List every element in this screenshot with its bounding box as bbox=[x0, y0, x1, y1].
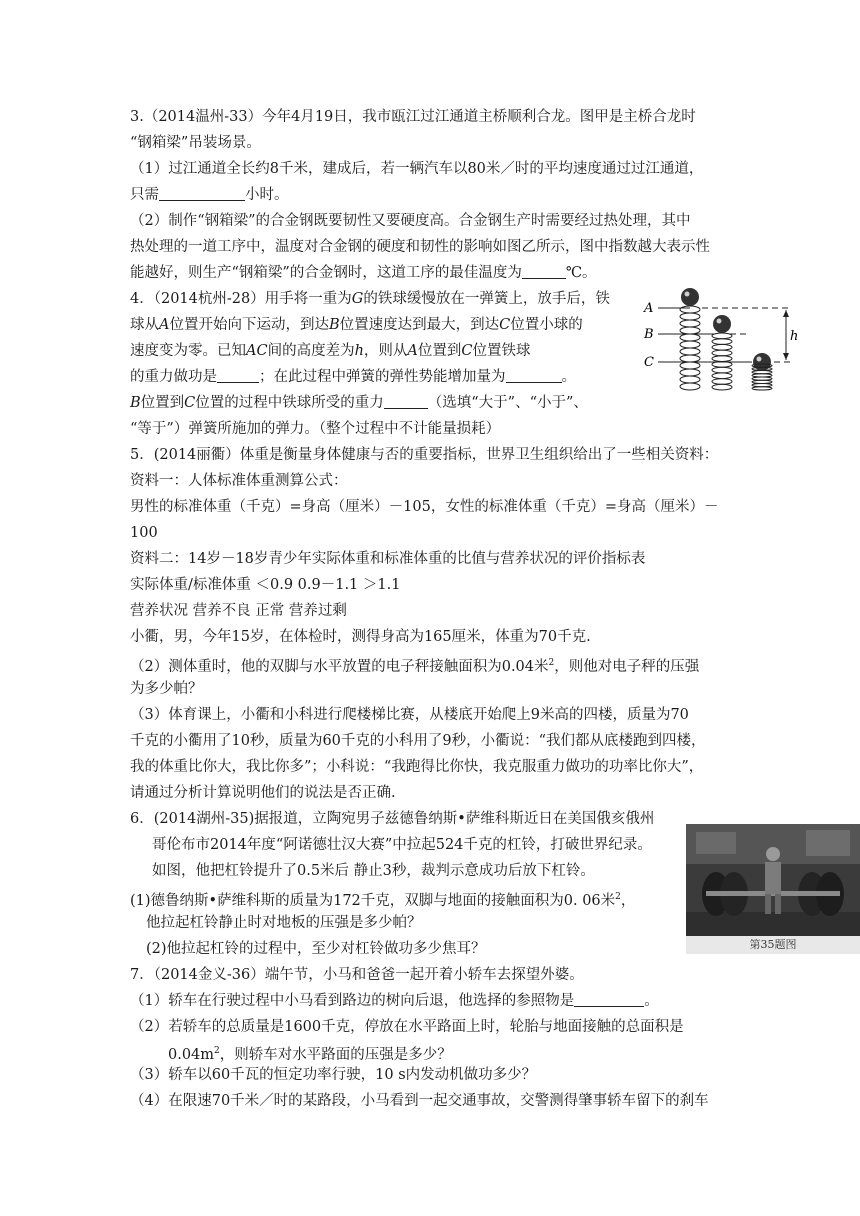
photo-caption: 第35题图 bbox=[686, 936, 860, 954]
q4-var: C bbox=[461, 343, 473, 359]
q4-text: 位置速度达到最大，到达 bbox=[339, 317, 500, 333]
q6-text: ， bbox=[620, 892, 636, 909]
q7-text: 。 bbox=[644, 993, 659, 1009]
q5-line-10: 为多少帕？ bbox=[130, 681, 203, 697]
q4-text: 间的高度差为 bbox=[267, 343, 355, 359]
q5-line-8: 小衢，男，今年15岁，在体检时，测得身高为165厘米，体重为70千克. bbox=[130, 629, 591, 645]
q5-line-2: 资料一：人体标准体重测算公式： bbox=[130, 473, 348, 489]
q4-text: 的铁球缓慢放在一弹簧上，放手后，铁 bbox=[363, 291, 610, 307]
spring-coil bbox=[712, 367, 732, 373]
q4-text: 的重力做功是 bbox=[130, 369, 217, 385]
q4-text: 。 bbox=[561, 369, 576, 385]
q4-line-5 bbox=[130, 392, 588, 414]
q3-line-2: “钢箱梁”吊装场景。 bbox=[130, 135, 261, 151]
q4-text: 位置铁球 bbox=[472, 343, 531, 359]
q3-text: 能越好，则生产“钢箱梁”的合金钢时，这道工序的最佳温度为 bbox=[130, 265, 522, 281]
q4-text: 位置开始向下运动，到达 bbox=[169, 317, 329, 333]
answer-blank[interactable] bbox=[506, 366, 562, 383]
answer-blank[interactable] bbox=[522, 262, 566, 279]
spring-coil bbox=[712, 379, 732, 385]
q4-text: ，则从 bbox=[363, 343, 408, 359]
spring-coil bbox=[680, 327, 700, 334]
spring-coil bbox=[680, 341, 700, 348]
spring-coil bbox=[712, 384, 732, 390]
q4-line-2 bbox=[130, 314, 583, 336]
q4-var: C bbox=[499, 317, 511, 333]
ball-at-c bbox=[753, 353, 771, 371]
ball-at-a bbox=[681, 288, 699, 306]
spring-coil bbox=[712, 333, 732, 339]
q4-var: B bbox=[328, 317, 340, 333]
q6-line-6: (2)他拉起杠铃的过程中，至少对杠铃做功多少焦耳？ bbox=[146, 941, 486, 957]
q3-line-5: （2）制作“钢箱梁”的合金钢既要韧性又要硬度高。合金钢生产时需要经过热处理，其中 bbox=[130, 213, 691, 229]
q7-line-4 bbox=[168, 1040, 452, 1066]
weightlifter-photo bbox=[686, 824, 860, 954]
q5-line-1: 5．(2014丽衢）体重是衡量身体健康与否的重要指标，世界卫生组织给出了一些相关资料： bbox=[130, 447, 719, 463]
q4-line-1 bbox=[130, 288, 610, 310]
q5-line-3: 男性的标准体重（千克）=身高（厘米）－105，女性的标准体重（千克）=身高（厘米）－ bbox=[130, 499, 719, 515]
spring-coil bbox=[680, 320, 700, 327]
q7-line-3: （2）若轿车的总质量是1600千克，停放在水平路面上时，轮胎与地面接触的总面积是 bbox=[130, 1019, 684, 1035]
figure-label-b: B bbox=[644, 327, 654, 342]
spring-coil bbox=[712, 350, 732, 356]
q4-line-6: “等于”）弹簧所施加的弹力。（整个过程中不计能量损耗） bbox=[130, 421, 501, 437]
q7-line-2 bbox=[130, 990, 659, 1012]
superscript: 2 bbox=[615, 892, 621, 902]
spring-coil bbox=[712, 339, 732, 345]
spring-coil bbox=[712, 344, 732, 350]
q4-text: 位置到 bbox=[140, 395, 185, 411]
q5-text: （2）测体重时，他的双脚与水平放置的电子秤接触面积为0.04米 bbox=[130, 658, 549, 675]
q4-var: h bbox=[354, 343, 364, 359]
spring-coil bbox=[680, 383, 700, 390]
q4-text: 位置小球的 bbox=[510, 317, 583, 333]
q4-var: AC bbox=[246, 343, 268, 359]
q4-line-4 bbox=[130, 366, 576, 388]
answer-blank[interactable] bbox=[159, 184, 245, 201]
q7-line-1: 7．（2014金义-36）端午节，小马和爸爸一起开着小轿车去探望外婆。 bbox=[130, 967, 584, 983]
q7-text: 0.04m bbox=[168, 1046, 215, 1063]
q6-line-1: 6．(2014湖州-35)据报道，立陶宛男子兹德鲁纳斯•萨维科斯近日在美国俄亥俄州 bbox=[130, 811, 655, 827]
spring-coil bbox=[680, 348, 700, 355]
q5-line-13: 我的体重比你大，我比你多”；小科说：“我跑得比你快，我克服重力做功的功率比你大”， bbox=[130, 759, 704, 775]
q5-line-12: 千克的小衢用了10秒，质量为60千克的小科用了9秒，小衢说：“我们都从底楼跑到四楼， bbox=[130, 733, 706, 749]
q3-text: 只需 bbox=[130, 187, 159, 203]
q7-line-5: （3）轿车以60千瓦的恒定功率行驶，10 s内发动机做功多少？ bbox=[130, 1067, 537, 1083]
spring-coil bbox=[752, 387, 772, 390]
figure-label-a: A bbox=[644, 301, 654, 316]
spring-coil bbox=[680, 306, 700, 313]
q6-line-4 bbox=[130, 886, 635, 912]
q7-text: ，则轿车对水平路面的压强是多少？ bbox=[219, 1046, 452, 1063]
spring-coil bbox=[680, 355, 700, 362]
figure-label-c: C bbox=[644, 355, 654, 370]
q5-line-6: 实际体重/标准体重 ＜0.9 0.9－1.1 ＞1.1 bbox=[130, 577, 401, 593]
q4-text: 位置到 bbox=[417, 343, 462, 359]
q4-text: （选填“大于”、“小于”、 bbox=[427, 395, 588, 411]
q4-var: G bbox=[351, 291, 364, 307]
q5-line-5: 资料二：14岁－18岁青少年实际体重和标准体重的比值与营养状况的评价指标表 bbox=[130, 551, 646, 567]
spring-long bbox=[680, 306, 700, 390]
q4-var: B bbox=[130, 395, 141, 411]
q4-var: A bbox=[159, 317, 170, 333]
ball-at-b bbox=[713, 315, 731, 333]
spring-coil bbox=[680, 313, 700, 320]
q3-line-7 bbox=[130, 262, 597, 284]
spring-coil bbox=[680, 362, 700, 369]
spring-coil bbox=[680, 376, 700, 383]
q3-line-6: 热处理的一道工序中，温度对合金钢的硬度和韧性的影响如图乙所示，图中指数越大表示性 bbox=[130, 239, 710, 255]
q5-line-7: 营养状况 营养不良 正常 营养过剩 bbox=[130, 603, 347, 619]
q4-var: C bbox=[184, 395, 196, 411]
q7-line-6: （4）在限速70千米／时的某路段，小马看到一起交通事故，交警测得肇事轿车留下的刹车 bbox=[130, 1093, 709, 1109]
spring-ball-figure bbox=[640, 286, 800, 396]
q5-line-4: 100 bbox=[130, 525, 158, 541]
q3-text: 小时。 bbox=[245, 187, 289, 203]
q5-line-9 bbox=[130, 652, 699, 678]
q4-text: ；在此过程中弹簧的弹性势能增加量为 bbox=[259, 369, 506, 385]
spring-coil bbox=[712, 373, 732, 379]
q3-line-3: （1）过江通道全长约8千米，建成后，若一辆汽车以80米／时的平均速度通过过江通道， bbox=[130, 161, 704, 177]
q4-text: 速度变为零。已知 bbox=[130, 343, 246, 359]
q4-text: 球从 bbox=[130, 317, 159, 333]
q3-line-1: 3.（2014温州-33）今年4月19日，我市瓯江过江通道主桥顺利合龙。图甲是主桥合龙时 bbox=[130, 109, 696, 125]
q4-text: 位置的过程中铁球所受的重力 bbox=[195, 395, 384, 411]
spring-coil bbox=[712, 356, 732, 362]
superscript: 2 bbox=[548, 658, 555, 668]
superscript: 2 bbox=[214, 1046, 220, 1056]
q3-text: ℃。 bbox=[565, 265, 597, 281]
q3-line-4 bbox=[130, 184, 289, 206]
q6-line-2: 哥伦布市2014年度“阿诺德壮汉大赛”中拉起524千克的杠铃，打破世界纪录。 bbox=[152, 837, 652, 853]
q7-text: （1）轿车在行驶过程中小马看到路边的树向后退，他选择的参照物是 bbox=[130, 993, 575, 1009]
q6-line-5: 他拉起杠铃静止时对地板的压强是多少帕？ bbox=[146, 915, 422, 931]
q5-line-14: 请通过分析计算说明他们的说法是否正确. bbox=[130, 785, 396, 801]
spring-coil bbox=[680, 334, 700, 341]
q6-line-3: 如图，他把杠铃提升了0.5米后 静止3秒，裁判示意成功后放下杠铃。 bbox=[152, 863, 595, 879]
figure-label-h: h bbox=[790, 329, 799, 344]
q4-line-3 bbox=[130, 340, 531, 362]
answer-blank[interactable] bbox=[217, 366, 259, 383]
answer-blank[interactable] bbox=[574, 990, 644, 1007]
answer-blank[interactable] bbox=[384, 392, 428, 409]
q6-text: (1)德鲁纳斯•萨维科斯的质量为172千克，双脚与地面的接触面积为0. 06米 bbox=[130, 892, 616, 909]
q4-var: A bbox=[407, 343, 418, 359]
weightlifter-photo-image bbox=[686, 824, 860, 936]
q5-line-11: （3）体育课上，小衢和小科进行爬楼梯比赛，从楼底开始爬上9米高的四楼，质量为70 bbox=[130, 707, 689, 723]
q5-text: ，则他对电子秤的压强 bbox=[554, 658, 700, 675]
spring-coil bbox=[680, 369, 700, 376]
q4-text: 4．（2014杭州-28）用手将一重为 bbox=[130, 291, 352, 307]
